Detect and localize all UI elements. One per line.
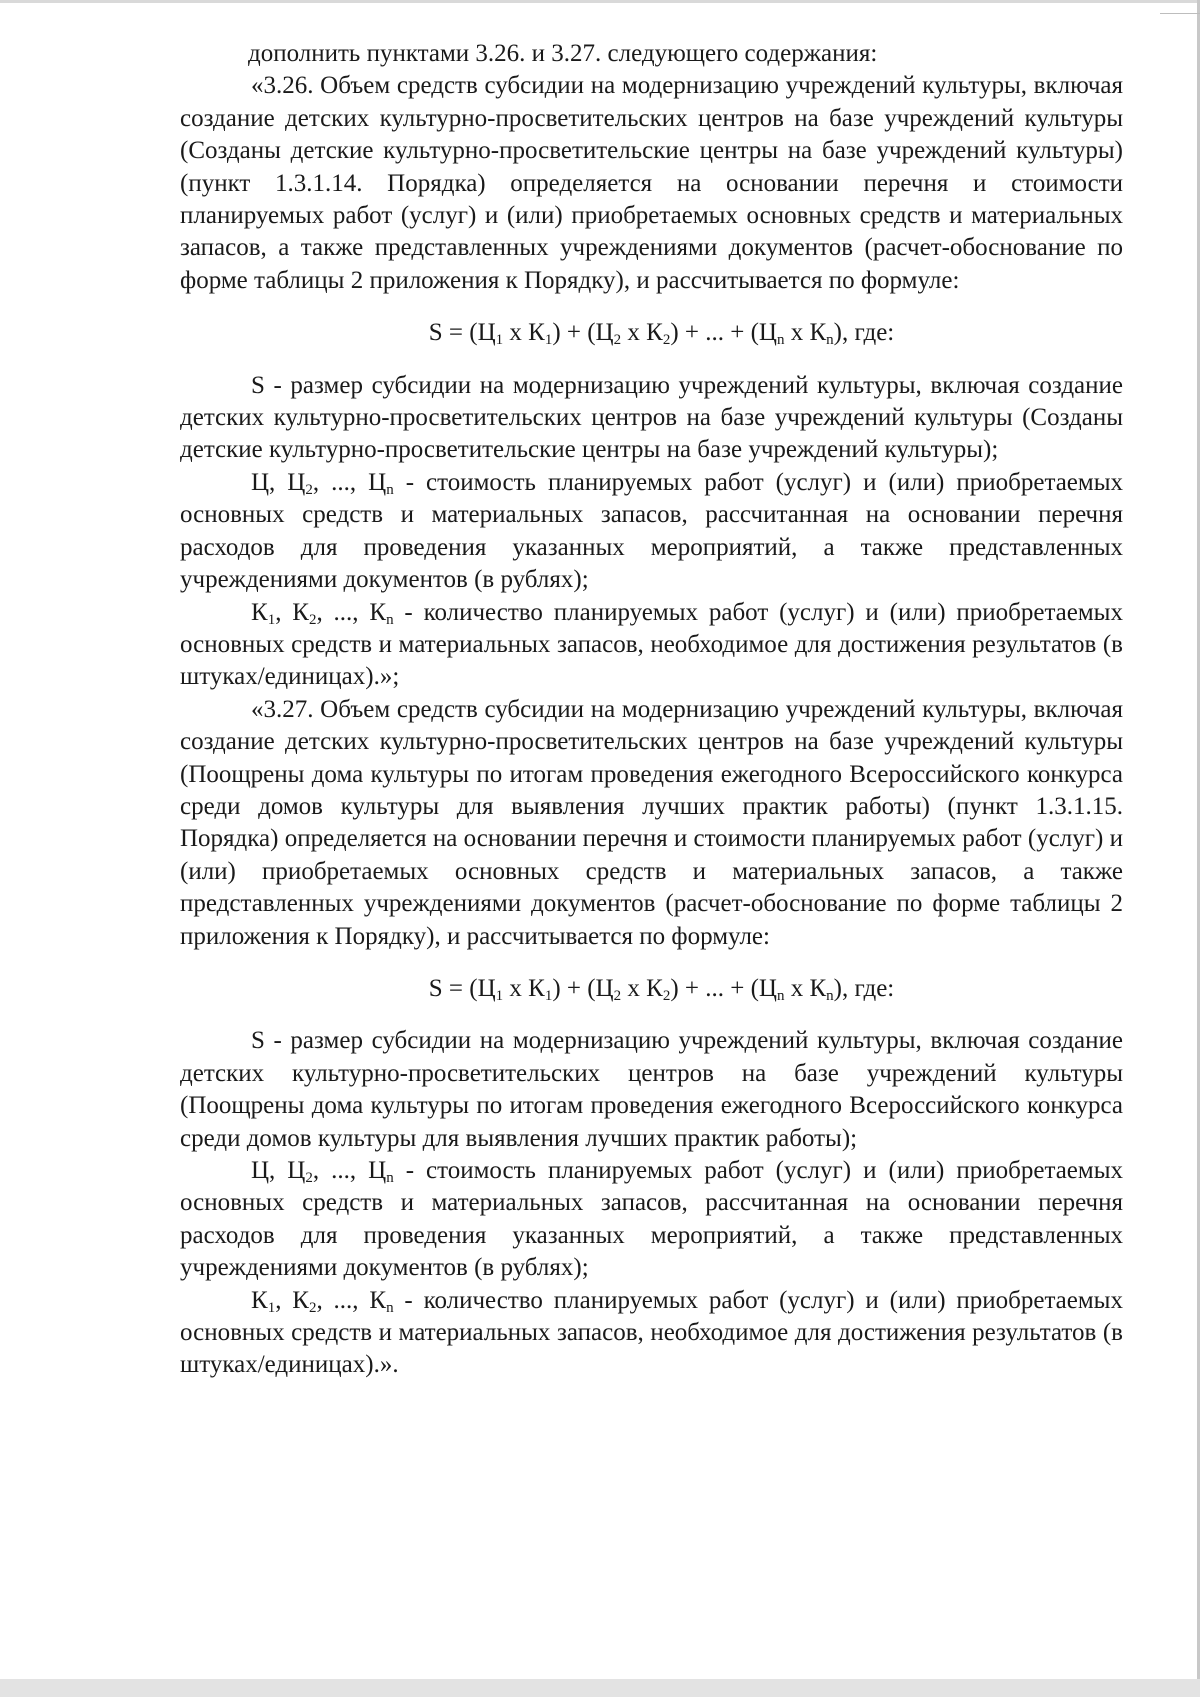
scan-border-bottom: [0, 1679, 1200, 1697]
definition-c-3-26: Ц, $Ц_2$, ..., $Ц_n$ - стоимость планируемых работ (услуг) и (или) приобретаемых основных средств и материальных запасов, рассчитанная на основании перечня расходов для проведения указанных мероприятий, а также представленных учреждениями документов (в рублях);: [180, 468, 1123, 594]
definition-k-3-27: $К_1$, $К_2$, ..., $К_n$ - количество планируемых работ (услуг) и (или) приобретаемых основных средств и материальных запасов, необходимое для достижения результатов (в штуках/единицах).».: [180, 1286, 1123, 1379]
document-body: [180, 38, 1123, 1382]
scan-border-top: [0, 0, 1200, 3]
paragraph-3-26: «3.26. Объем средств субсидии на модернизацию учреждений культуры, включая создание детских культурно-просветительских центров на базе учреждений культуры (Созданы детские культурно-просветительские центры на базе учреждений культуры) (пункт 1.3.1.14. Порядка) определяется на основании перечня и стоимости планируемых работ (услуг) и (или) приобретаемых основных средств и материальных запасов, а также представленных учреждениями документов (расчет-обоснование по форме таблицы 2 приложения к Порядку), и рассчитывается по формуле:: [180, 72, 1123, 294]
definition-s-3-27: S - размер субсидии на модернизацию учреждений культуры, включая создание детских культурно-просветительских центров на базе учреждений культуры (Поощрены дома культуры по итогам проведения ежегодного Всероссийского конкурса среди домов культуры для выявления лучших практик работы);: [180, 1027, 1123, 1152]
formula-3-26: $S = (Ц_1$ х $К_1) + (Ц_2$ х $К_2$) + ... + ($Ц_n$ х $К_n$), где:: [428, 319, 895, 349]
definition-k-3-26: $К_1$, $К_2$, ..., $К_n$ - количество планируемых работ (услуг) и (или) приобретаемых основных средств и материальных запасов, необходимое для достижения результатов (в штуках/единицах).»;: [180, 598, 1123, 691]
scan-corner-mark: [1160, 0, 1200, 14]
definition-c-3-27: Ц, $Ц_2$, ..., $Ц_n$ - стоимость планируемых работ (услуг) и (или) приобретаемых основных средств и материальных запасов, рассчитанная на основании перечня расходов для проведения указанных мероприятий, а также представленных учреждениями документов (в рублях);: [180, 1157, 1123, 1282]
formula-3-27: $S = (Ц_1$ х $К_1) + (Ц_2$ х $К_2$) + ... + ($Ц_n$ х $К_n$), где:: [428, 974, 895, 1004]
paragraph-3-27: «3.27. Объем средств субсидии на модернизацию учреждений культуры, включая создание детских культурно-просветительских центров на базе учреждений культуры (Поощрены дома культуры по итогам проведения ежегодного Всероссийского конкурса среди домов культуры для выявления лучших практик работы) (пункт 1.3.1.15. Порядка) определяется на основании перечня и стоимости планируемых работ (услуг) и (или) приобретаемых основных средств и материальных запасов, а также представленных учреждениями документов (расчет-обоснование по форме таблицы 2 приложения к Порядку), и рассчитывается по формуле:: [180, 695, 1123, 950]
definition-s-3-26: S - размер субсидии на модернизацию учреждений культуры, включая создание детских культурно-просветительских центров на базе учреждений культуры (Созданы детские культурно-просветительские центры на базе учреждений культуры);: [180, 371, 1123, 464]
intro-line: дополнить пунктами 3.26. и 3.27. следующего содержания:: [248, 40, 878, 67]
